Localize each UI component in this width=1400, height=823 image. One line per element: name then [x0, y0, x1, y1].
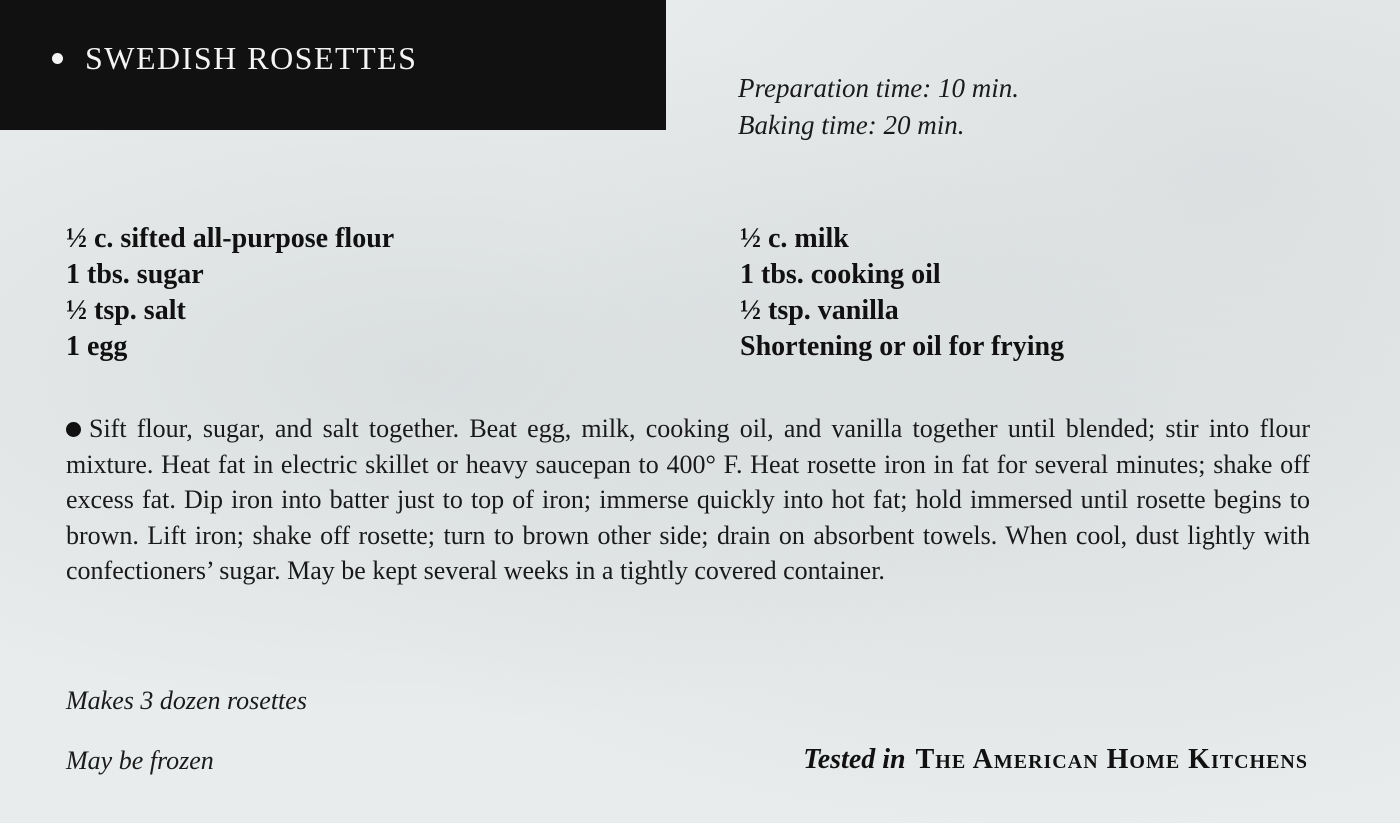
recipe-yield: Makes 3 dozen rosettes: [66, 686, 307, 715]
preparation-time: Preparation time: 10 min.: [738, 73, 1019, 103]
bullet-icon: [66, 422, 81, 437]
directions-text: Sift flour, sugar, and salt together. Beat egg, milk, cooking oil, and vanilla together until blended; stir into flour mixture. Heat fat in electric skillet or heavy saucepan to 400° F. Heat rosette iron in fat for several minutes; shake off excess fat. Dip iron into batter just to top of iron; immerse quickly into hot fat; hold immersed until rosette begins to brown. Lift iron; shake off rosette; turn to brown other side; drain on absorbent towels. When cool, dust lightly with confectioners’ sugar. May be kept several weeks in a tightly covered container.: [66, 414, 1310, 585]
bullet-icon: [52, 53, 63, 64]
tested-organization: The American Home Kitchens: [915, 744, 1308, 775]
ingredients-left-column: [66, 221, 394, 365]
tested-credit: [803, 744, 1308, 776]
ingredient-item: ½ tsp. vanilla: [740, 295, 899, 326]
ingredient-item: ½ c. sifted all-purpose flour: [66, 223, 395, 254]
title-banner: [0, 0, 666, 130]
ingredient-item: 1 tbs. sugar: [66, 259, 204, 290]
ingredients-right-column: [740, 221, 1064, 365]
ingredient-item: 1 egg: [66, 331, 128, 362]
ingredient-item: 1 tbs. cooking oil: [740, 259, 941, 290]
baking-time: Baking time: 20 min.: [738, 110, 965, 140]
recipe-title-text: SWEDISH ROSETTES: [85, 40, 418, 76]
ingredient-item: ½ tsp. salt: [66, 295, 186, 326]
time-info: [738, 70, 1019, 144]
recipe-title: [52, 40, 417, 77]
tested-prefix: Tested in: [803, 744, 906, 775]
freezing-note: May be frozen: [66, 746, 214, 775]
ingredient-item: Shortening or oil for frying: [740, 331, 1065, 362]
directions-paragraph: [66, 411, 1310, 589]
ingredient-item: ½ c. milk: [740, 223, 849, 254]
